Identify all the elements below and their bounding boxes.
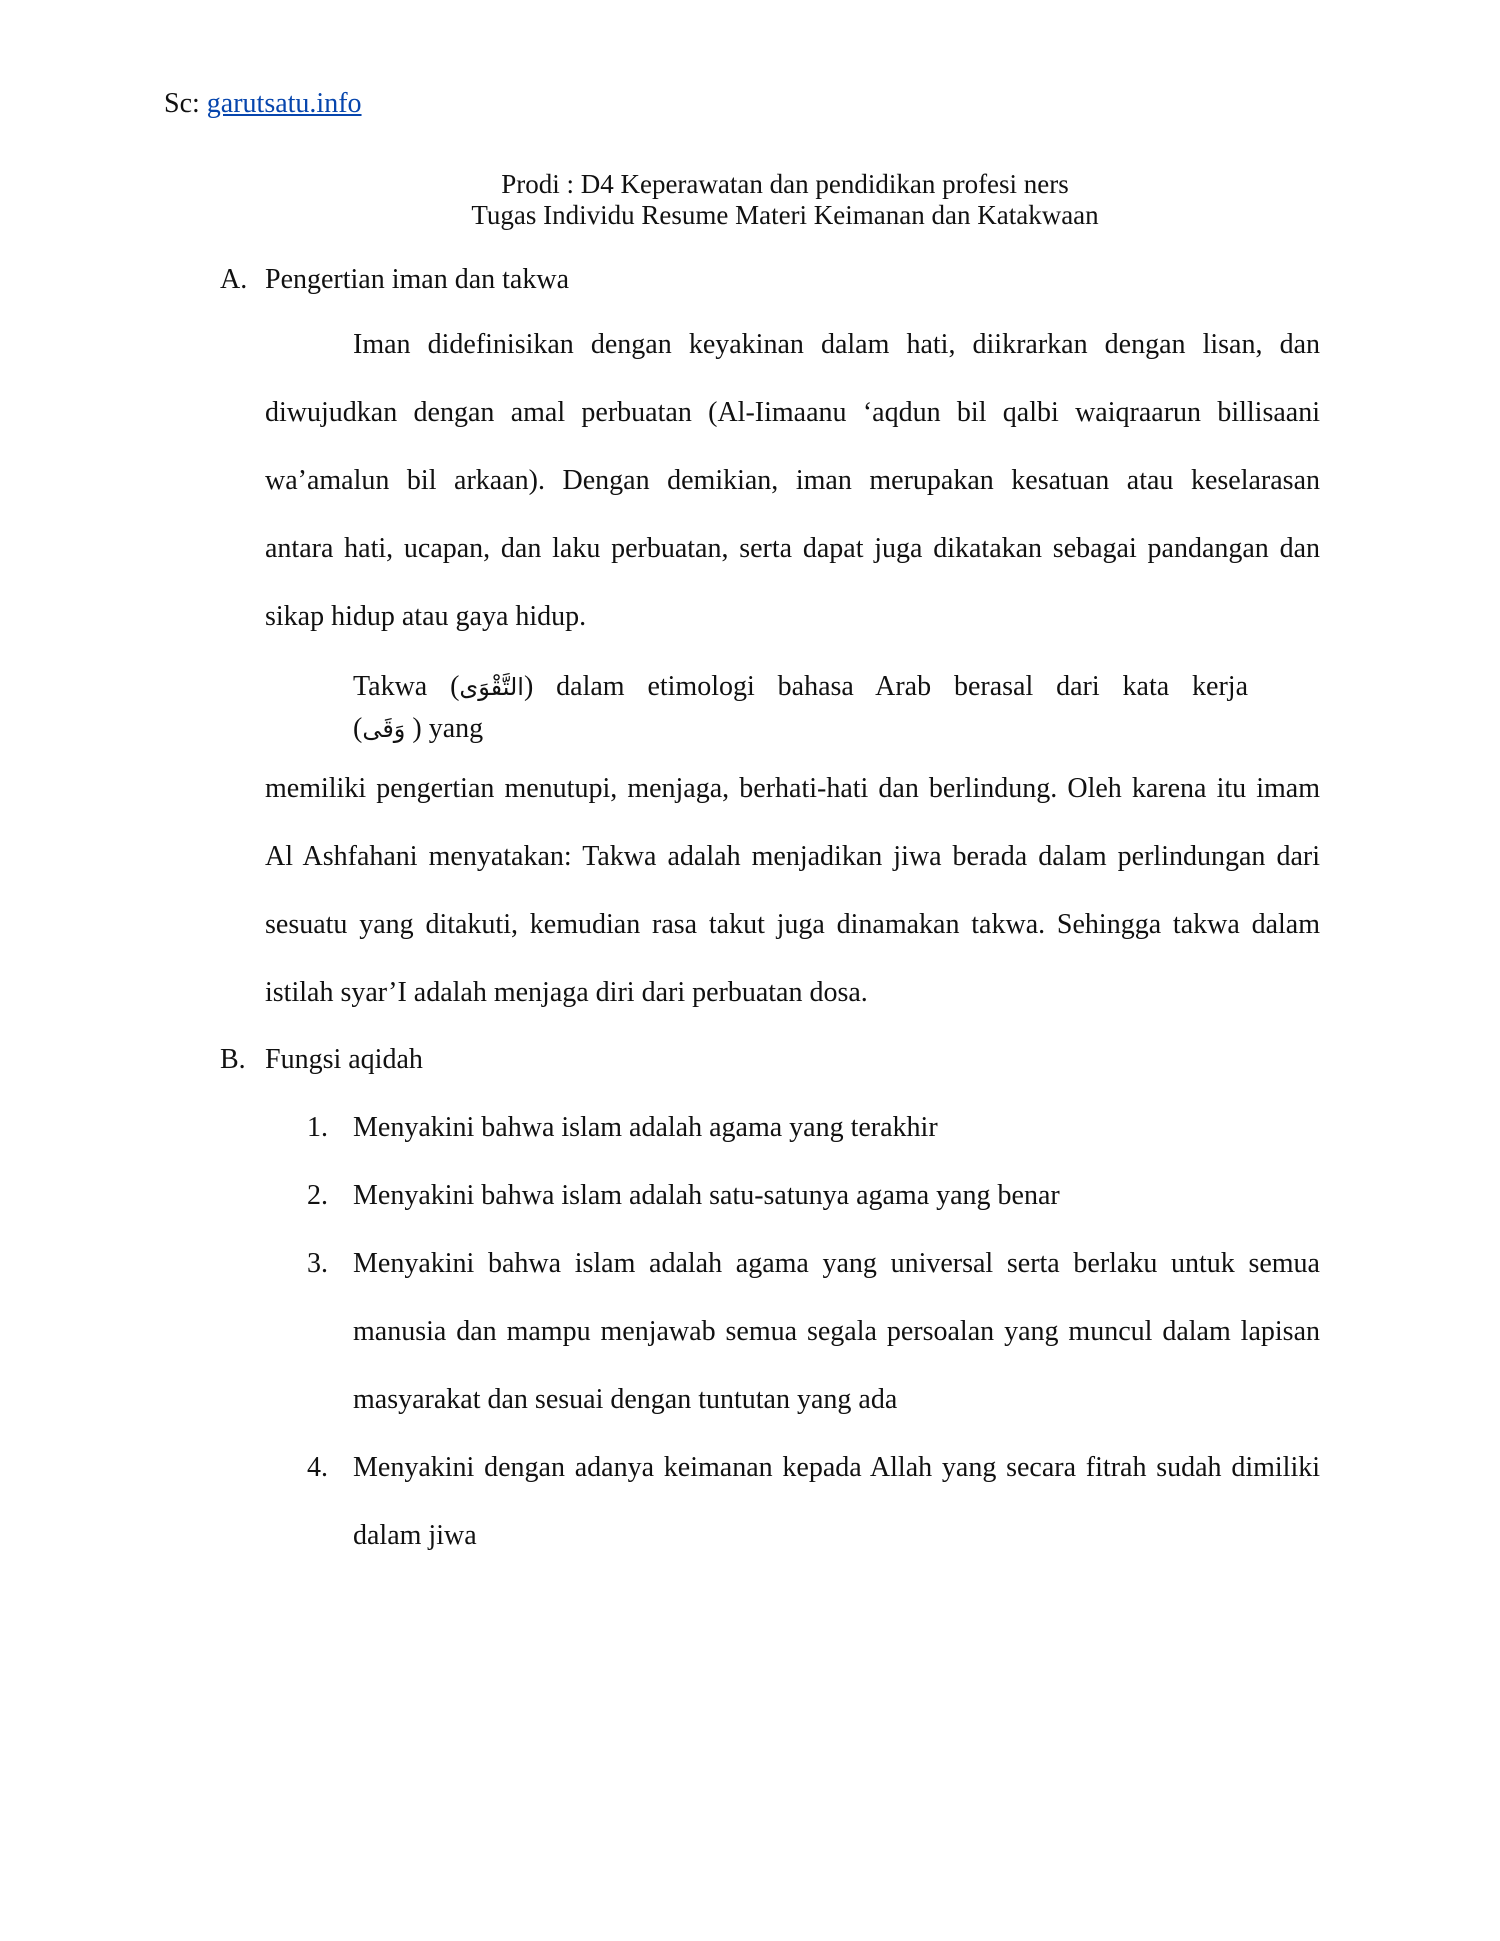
list-item-2-line-1: Menyakini bahwa islam adalah satu-satunya agama yang benar bbox=[353, 1180, 1060, 1211]
takwa-etymology: ) dalam etimologi bahasa Arab berasal dari kata kerja bbox=[523, 671, 1248, 702]
section-b-marker: B. bbox=[220, 1044, 246, 1075]
iman-line-1: Iman didefinisikan dengan keyakinan dalam hati, diikrarkan dengan lisan, dan bbox=[353, 329, 1320, 360]
list-item-4-line-2: dalam jiwa bbox=[353, 1520, 477, 1551]
list-item-1-line-1: Menyakini bahwa islam adalah agama yang terakhir bbox=[353, 1112, 938, 1143]
header-title: Tugas Individu Resume Materi Keimanan dan Katakwaan bbox=[471, 200, 1099, 230]
list-number-4: 4. bbox=[307, 1452, 328, 1483]
iman-line-2: diwujudkan dengan amal perbuatan (Al-Iimaanu ‘aqdun bil qalbi waiqraarun billisaani bbox=[265, 397, 1320, 428]
list-item-1 bbox=[353, 1094, 1320, 1162]
source-prefix: Sc: bbox=[164, 88, 207, 119]
section-a-marker: A. bbox=[220, 264, 248, 295]
takwa-line-3: sesuatu yang ditakuti, kemudian rasa takut juga dinamakan takwa. Sehingga takwa dalam bbox=[265, 909, 1320, 940]
takwa-intro-line bbox=[353, 669, 1248, 705]
takwa-paragraph bbox=[265, 755, 1320, 1027]
list-item-3-line-2: manusia dan mampu menjawab semua segala persoalan yang muncul dalam lapisan bbox=[353, 1316, 1320, 1347]
list-number-1: 1. bbox=[307, 1112, 328, 1143]
list-number-3: 3. bbox=[307, 1248, 328, 1279]
list-item-3 bbox=[353, 1230, 1320, 1434]
source-line bbox=[164, 86, 362, 122]
section-b-title: Fungsi aqidah bbox=[265, 1044, 423, 1075]
list-item-4 bbox=[353, 1434, 1320, 1570]
yang-word: ) yang bbox=[405, 713, 484, 744]
iman-paragraph bbox=[265, 311, 1320, 651]
takwa-word: Takwa ( bbox=[353, 671, 460, 702]
takwa-intro-line-2 bbox=[353, 711, 483, 747]
iman-line-3: wa’amalun bil arkaan). Dengan demikian, iman merupakan kesatuan atau keselarasan bbox=[265, 465, 1320, 496]
paren-open: ( bbox=[353, 713, 363, 744]
source-link[interactable]: garutsatu.info bbox=[206, 88, 362, 119]
takwa-line-4: istilah syar’I adalah menjaga diri dari perbuatan dosa. bbox=[265, 977, 868, 1008]
section-a-title: Pengertian iman dan takwa bbox=[265, 264, 570, 295]
list-item-2 bbox=[353, 1162, 1320, 1230]
takwa-line-2: Al Ashfahani menyatakan: Takwa adalah menjadikan jiwa berada dalam perlindungan dari bbox=[265, 841, 1320, 872]
iman-line-5: sikap hidup atau gaya hidup. bbox=[265, 601, 587, 632]
list-item-3-line-3: masyarakat dan sesuai dengan tuntutan yang ada bbox=[353, 1384, 898, 1415]
iman-line-4: antara hati, ucapan, dan laku perbuatan, serta dapat juga dikatakan sebagai pandangan dan bbox=[265, 533, 1320, 564]
list-item-4-line-1: Menyakini dengan adanya keimanan kepada Allah yang secara fitrah sudah dimiliki bbox=[353, 1452, 1320, 1483]
list-item-3-line-1: Menyakini bahwa islam adalah agama yang universal serta berlaku untuk semua bbox=[353, 1248, 1320, 1279]
arabic-taqwa-text: التَّقْوَى bbox=[459, 673, 524, 701]
list-number-2: 2. bbox=[307, 1180, 328, 1211]
header-prodi: Prodi : D4 Keperawatan dan pendidikan profesi ners bbox=[501, 169, 1069, 199]
takwa-line-1: memiliki pengertian menutupi, menjaga, berhati-hati dan berlindung. Oleh karena itu imam bbox=[265, 773, 1320, 804]
arabic-waqa-text: وَقَى bbox=[362, 715, 406, 743]
